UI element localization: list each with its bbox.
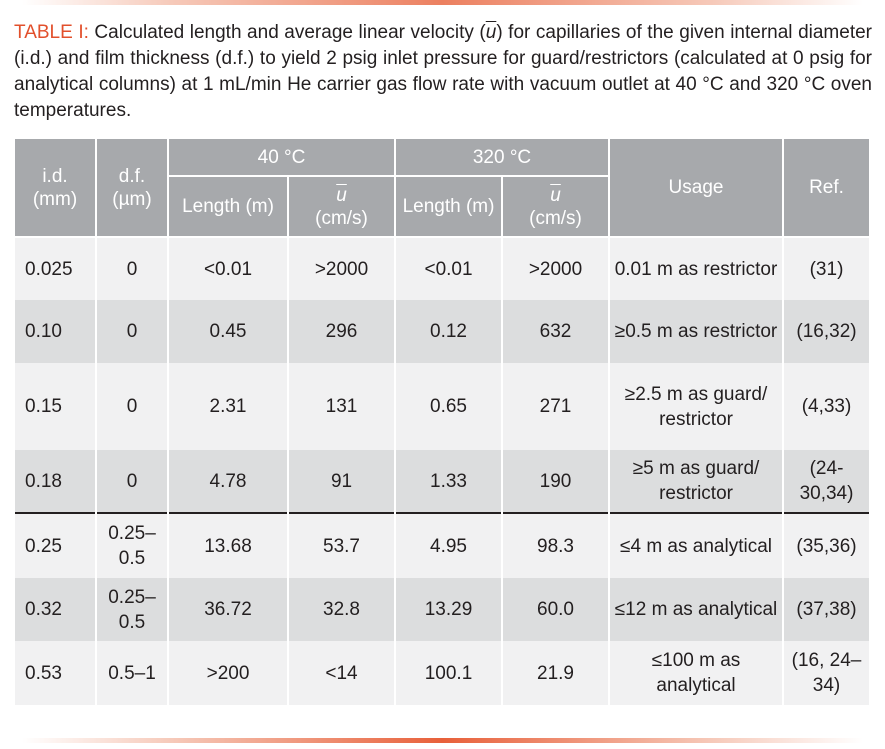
header-length-320c: Length (m) <box>395 176 502 237</box>
header-velocity-40c <box>288 176 395 237</box>
caption-text-start: Calculated length and average linear velocity ( <box>88 22 486 43</box>
cell-length-320c: 100.1 <box>395 641 502 705</box>
table-row <box>14 450 870 513</box>
velocity-symbol: $\overline{u}$ <box>485 22 497 43</box>
cell-velocity-40c: 296 <box>288 300 395 363</box>
cell-df: 0 <box>96 300 168 363</box>
cell-id: 0.32 <box>14 578 96 641</box>
cell-ref: (35,36) <box>783 513 870 578</box>
cell-velocity-320c: 98.3 <box>502 513 609 578</box>
velocity-unit: (cm/s) <box>529 207 582 229</box>
cell-length-40c: <0.01 <box>168 237 288 300</box>
cell-id: 0.025 <box>14 237 96 300</box>
cell-velocity-320c: 21.9 <box>502 641 609 705</box>
data-table <box>13 137 871 705</box>
cell-velocity-320c: 60.0 <box>502 578 609 641</box>
table-body <box>14 237 870 705</box>
cell-usage: ≥0.5 m as restrictor <box>609 300 783 363</box>
cell-id: 0.15 <box>14 363 96 450</box>
table-label: TABLE I: <box>14 22 89 43</box>
cell-length-320c: 1.33 <box>395 450 502 513</box>
cell-ref: (4,33) <box>783 363 870 450</box>
cell-velocity-40c: 91 <box>288 450 395 513</box>
cell-velocity-320c: 632 <box>502 300 609 363</box>
cell-ref: (24-30,34) <box>783 450 870 513</box>
top-decorative-rule <box>22 0 863 5</box>
header-usage: Usage <box>609 138 783 237</box>
table-header <box>14 138 870 237</box>
cell-usage: 0.01 m as restrictor <box>609 237 783 300</box>
header-df: d.f. (µm) <box>96 138 168 237</box>
cell-id: 0.10 <box>14 300 96 363</box>
cell-ref: (37,38) <box>783 578 870 641</box>
cell-usage: ≥2.5 m as guard/ restrictor <box>609 363 783 450</box>
header-length-40c: Length (m) <box>168 176 288 237</box>
header-group-40c: 40 °C <box>168 138 395 176</box>
cell-length-320c: 4.95 <box>395 513 502 578</box>
cell-usage: ≤12 m as analytical <box>609 578 783 641</box>
header-ref: Ref. <box>783 138 870 237</box>
header-group-320c: 320 °C <box>395 138 609 176</box>
caption-text-end: ) for capillaries of the given internal diameter (i.d.) and film thickness (d.f.) to yield 2 psig inlet pressure for guard/restrictors (calculated at 0 psig for analytical columns) at 1 mL/min He carrier gas flow rate with vacuum outlet at 40 °C and 320 °C oven temperatures. <box>14 22 872 121</box>
cell-length-40c: 0.45 <box>168 300 288 363</box>
table-row <box>14 237 870 300</box>
cell-length-40c: 36.72 <box>168 578 288 641</box>
cell-length-40c: 13.68 <box>168 513 288 578</box>
velocity-unit: (cm/s) <box>315 207 368 229</box>
table-row <box>14 300 870 363</box>
cell-usage: ≤4 m as analytical <box>609 513 783 578</box>
table-row <box>14 363 870 450</box>
cell-length-40c: >200 <box>168 641 288 705</box>
cell-ref: (31) <box>783 237 870 300</box>
cell-length-320c: 0.12 <box>395 300 502 363</box>
cell-velocity-40c: <14 <box>288 641 395 705</box>
cell-ref: (16, 24–34) <box>783 641 870 705</box>
table-row <box>14 578 870 641</box>
cell-ref: (16,32) <box>783 300 870 363</box>
cell-length-40c: 2.31 <box>168 363 288 450</box>
cell-usage: ≥5 m as guard/ restrictor <box>609 450 783 513</box>
cell-length-320c: <0.01 <box>395 237 502 300</box>
cell-df: 0 <box>96 450 168 513</box>
cell-id: 0.18 <box>14 450 96 513</box>
bottom-decorative-rule <box>22 738 863 743</box>
cell-velocity-320c: >2000 <box>502 237 609 300</box>
cell-id: 0.53 <box>14 641 96 705</box>
header-id: i.d. (mm) <box>14 138 96 237</box>
table-row <box>14 513 870 578</box>
cell-velocity-40c: >2000 <box>288 237 395 300</box>
cell-df: 0 <box>96 363 168 450</box>
cell-length-320c: 13.29 <box>395 578 502 641</box>
cell-df: 0 <box>96 237 168 300</box>
cell-length-40c: 4.78 <box>168 450 288 513</box>
velocity-symbol: $\overline{u}$ <box>336 184 347 206</box>
table-row <box>14 641 870 705</box>
cell-velocity-40c: 131 <box>288 363 395 450</box>
cell-id: 0.25 <box>14 513 96 578</box>
cell-df: 0.5–1 <box>96 641 168 705</box>
cell-velocity-320c: 271 <box>502 363 609 450</box>
cell-df: 0.25–0.5 <box>96 513 168 578</box>
cell-df: 0.25–0.5 <box>96 578 168 641</box>
cell-usage: ≤100 m as analytical <box>609 641 783 705</box>
cell-velocity-40c: 32.8 <box>288 578 395 641</box>
cell-velocity-40c: 53.7 <box>288 513 395 578</box>
velocity-symbol: $\overline{u}$ <box>550 184 561 206</box>
cell-velocity-320c: 190 <box>502 450 609 513</box>
table-caption <box>14 20 872 124</box>
cell-length-320c: 0.65 <box>395 363 502 450</box>
header-velocity-320c <box>502 176 609 237</box>
